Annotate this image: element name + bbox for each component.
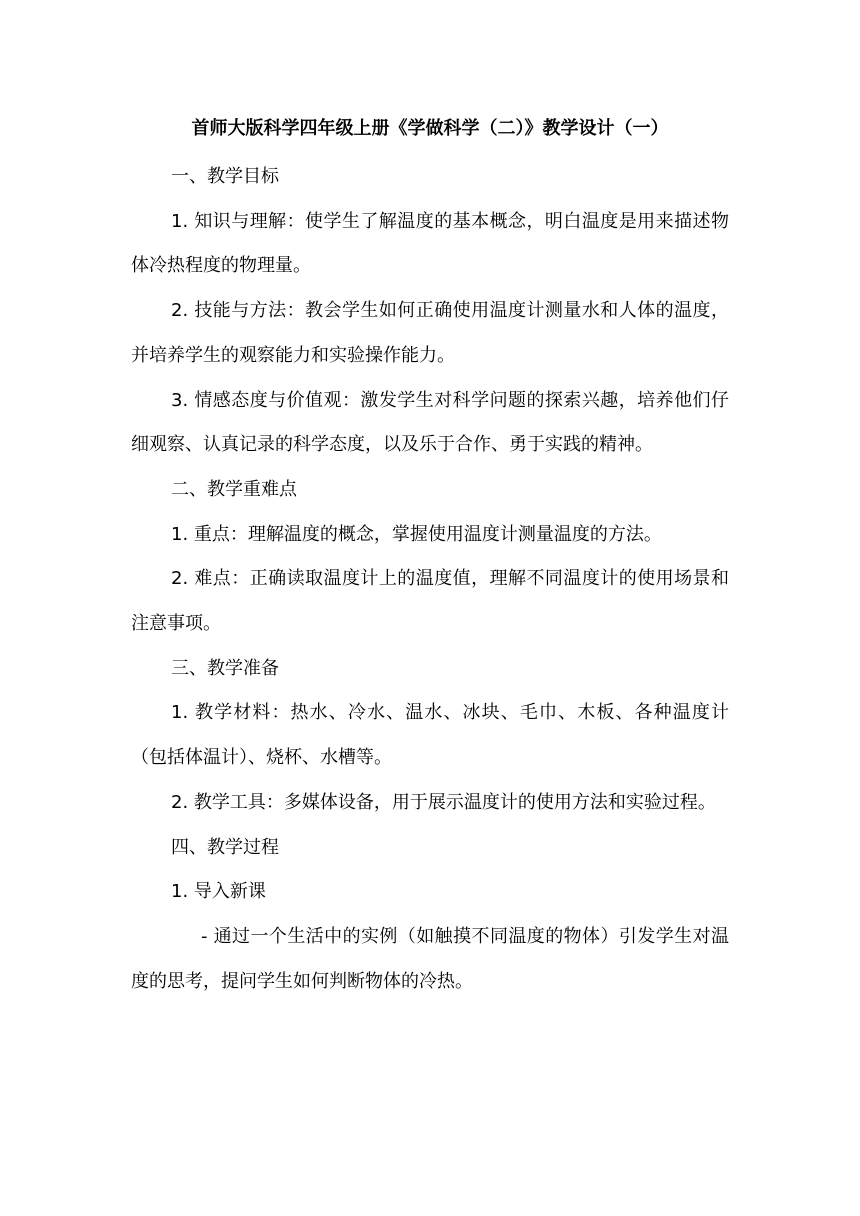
document-body	[131, 155, 729, 1004]
section-heading-objectives: 一、教学目标	[171, 166, 279, 187]
section-heading-preparation: 三、教学准备	[171, 657, 279, 679]
objective-knowledge: 1. 知识与理解：使学生了解温度的基本概念，明白温度是用来描述物体冷热程度的物理量。	[131, 210, 729, 277]
key-point: 1. 重点：理解温度的概念，掌握使用温度计测量温度的方法。	[171, 523, 662, 545]
process-step-introduction: 1. 导入新课	[171, 881, 266, 903]
objective-attitude: 3. 情感态度与价值观：激发学生对科学问题的探索兴趣，培养他们仔细观察、认真记录的科学态度，以及乐于合作、勇于实践的精神。	[131, 389, 729, 456]
difficult-point: 2. 难点：正确读取温度计上的温度值，理解不同温度计的使用场景和注意事项。	[131, 568, 729, 635]
section-heading-key-points: 二、教学重难点	[171, 478, 297, 500]
process-step-detail: - 通过一个生活中的实例（如触摸不同温度的物体）引发学生对温度的思考，提问学生如何判断物体的冷热。	[131, 925, 729, 992]
preparation-materials: 1. 教学材料：热水、冷水、温水、冰块、毛巾、木板、各种温度计（包括体温计）、烧杯、水槽等。	[131, 702, 729, 769]
preparation-tools: 2. 教学工具：多媒体设备，用于展示温度计的使用方法和实验过程。	[171, 791, 716, 813]
objective-skills: 2. 技能与方法：教会学生如何正确使用温度计测量水和人体的温度，并培养学生的观察能力和实验操作能力。	[131, 300, 729, 366]
section-heading-process: 四、教学过程	[171, 836, 279, 858]
document-title: 首师大版科学四年级上册《学做科学（二）》教学设计（一）	[191, 118, 669, 139]
